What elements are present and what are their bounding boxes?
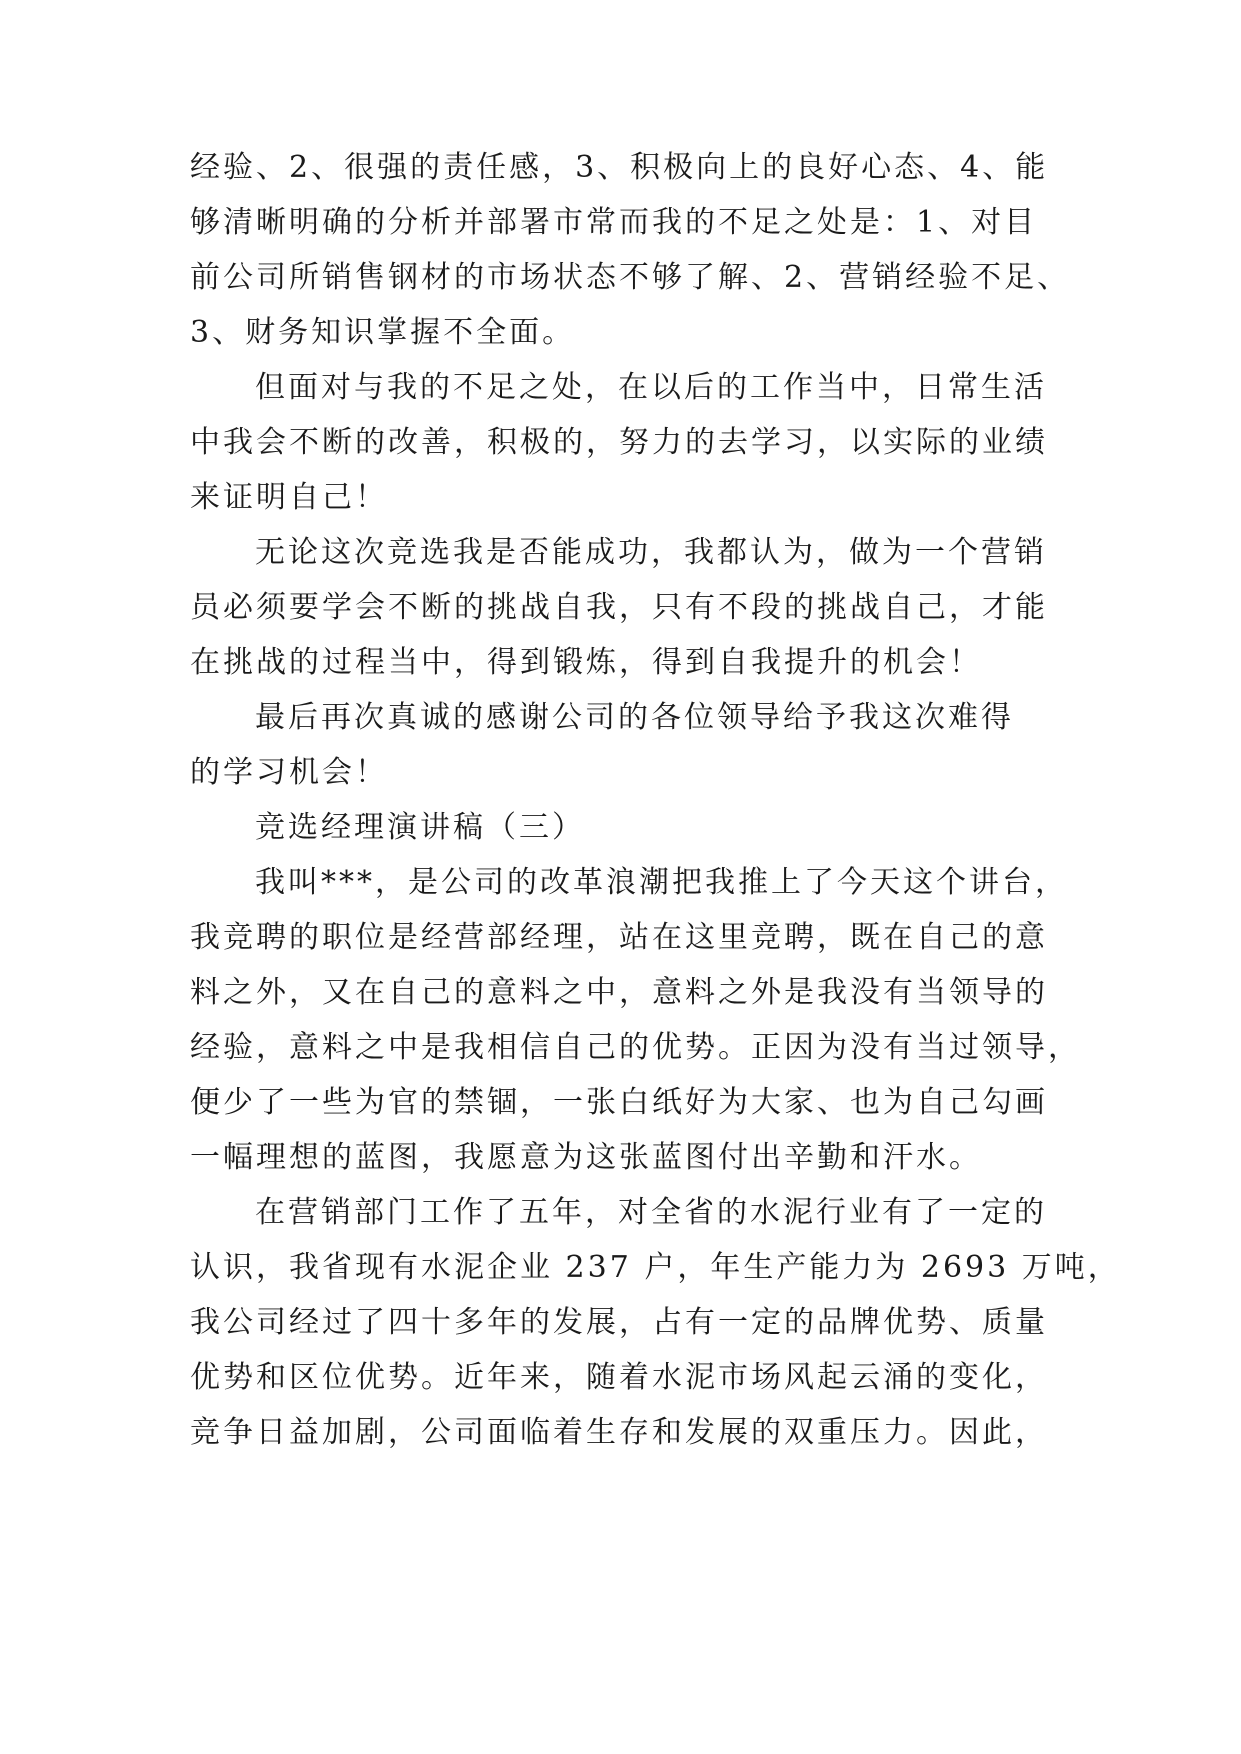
text-line: 优势和区位优势。近年来，随着水泥市场风起云涌的变化，: [190, 1360, 1048, 1395]
text-line: 最后再次真诚的感谢公司的各位领导给予我这次难得: [255, 700, 1014, 735]
text-line: 前公司所销售钢材的市场状态不够了解、2、营销经验不足、: [190, 260, 1071, 295]
text-line: 经验、2、很强的责任感，3、积极向上的良好心态、4、能: [190, 150, 1049, 185]
text-line: 经验，意料之中是我相信自己的优势。正因为没有当过领导，: [190, 1030, 1081, 1065]
text-line: 便少了一些为官的禁锢，一张白纸好为大家、也为自己勾画: [190, 1085, 1048, 1120]
text-line: 一幅理想的蓝图，我愿意为这张蓝图付出辛勤和汗水。: [190, 1140, 982, 1175]
text-line: 我公司经过了四十多年的发展，占有一定的品牌优势、质量: [190, 1305, 1048, 1340]
text-line: 料之外，又在自己的意料之中，意料之外是我没有当领导的: [190, 975, 1048, 1010]
text-line: 认识，我省现有水泥企业 237 户，年生产能力为 2693 万吨，: [190, 1250, 1121, 1285]
text-line: 竞争日益加剧，公司面临着生存和发展的双重压力。因此，: [190, 1415, 1048, 1450]
text-line: 但面对与我的不足之处，在以后的工作当中，日常生活: [255, 370, 1047, 405]
text-line: 在营销部门工作了五年，对全省的水泥行业有了一定的: [255, 1195, 1047, 1230]
text-line: 3、财务知识掌握不全面。: [190, 315, 576, 350]
text-line: 在挑战的过程当中，得到锻炼，得到自我提升的机会！: [190, 645, 982, 680]
text-line: 来证明自己！: [190, 480, 388, 515]
text-line: 无论这次竞选我是否能成功，我都认为，做为一个营销: [255, 535, 1047, 570]
text-line: 员必须要学会不断的挑战自我，只有不段的挑战自己，才能: [190, 590, 1048, 625]
text-line: 中我会不断的改善，积极的，努力的去学习，以实际的业绩: [190, 425, 1048, 460]
text-line: 够清晰明确的分析并部署市常而我的不足之处是：1、对目: [190, 205, 1038, 240]
section-heading: 竞选经理演讲稿（三）: [255, 810, 585, 845]
text-line: 的学习机会！: [190, 755, 388, 790]
text-line: 我竞聘的职位是经营部经理，站在这里竞聘，既在自己的意: [190, 920, 1048, 955]
text-line: 我叫***，是公司的改革浪潮把我推上了今天这个讲台，: [255, 865, 1068, 900]
